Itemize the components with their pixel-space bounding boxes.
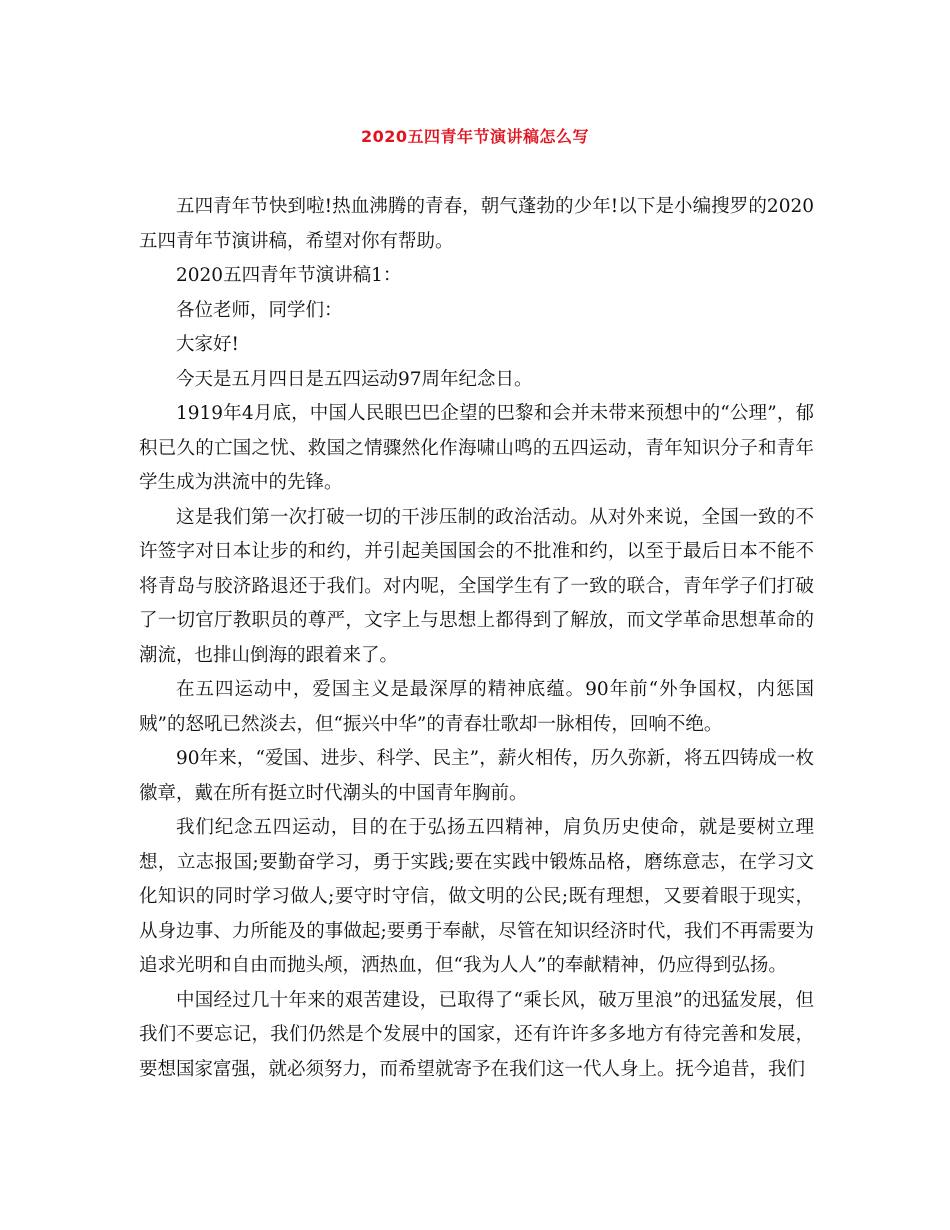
paragraph-speech-heading: 2020五四青年节演讲稿1： [176, 265, 402, 286]
paragraph-ninety-years: 90年来，“爱国、进步、科学、民主”，薪火相传，历久弥新，将五四铸成一枚徽章，戴在所有挺立时代潮头的中国青年胸前。 [139, 748, 814, 804]
paragraph-salutation: 各位老师，同学们： [176, 299, 343, 321]
paragraph-history-1919: 1919年4月底，中国人民眼巴巴企望的巴黎和会并未带来预想中的“公理”，郁积已久的亡国之忧、救国之情骤然化作海啸山鸣的五四运动，青年知识分子和青年学生成为洪流中的先锋。 [139, 403, 814, 493]
paragraph-patriotism: 在五四运动中，爱国主义是最深厚的精神底蕴。90年前“外争国权，内惩国贼”的怒吼已然淡去，但“振兴中华”的青春壮歌却一脉相传，回响不绝。 [139, 679, 814, 735]
document-body [139, 190, 814, 1087]
paragraph-anniversary: 今天是五月四日是五四运动97周年纪念日。 [176, 368, 533, 390]
paragraph-greeting: 大家好! [176, 334, 239, 355]
paragraph-commemoration: 我们纪念五四运动，目的在于弘扬五四精神，肩负历史使命，就是要树立理想，立志报国;要勤奋学习，勇于实践;要在实践中锻炼品格，磨练意志，在学习文化知识的同时学习做人;要守时守信，做文明的公民;既有理想，又要着眼于现实，从身边事、力所能及的事做起;要勇于奉献，尽管在知识经济时代，我们不再需要为追求光明和自由而抛头颅，洒热血，但“我为人人”的奉献精神，仍应得到弘扬。 [139, 817, 814, 976]
paragraph-intro: 五四青年节快到啦!热血沸腾的青春，朝气蓬勃的少年!以下是小编搜罗的2020五四青年节演讲稿，希望对你有帮助。 [139, 196, 814, 252]
paragraph-political-activity: 这是我们第一次打破一切的干涉压制的政治活动。从对外来说，全国一致的不许签字对日本让步的和约，并引起美国国会的不批准和约，以至于最后日本不能不将青岛与胶济路退还于我们。对内呢，全国学生有了一致的联合，青年学子们打破了一切官厅教职员的尊严，文字上与思想上都得到了解放，而文学革命思想革命的潮流，也排山倒海的跟着来了。 [139, 506, 814, 666]
paragraph-development: 中国经过几十年来的艰苦建设，已取得了“乘长风，破万里浪”的迅猛发展，但我们不要忘记，我们仍然是个发展中的国家，还有许许多多地方有待完善和发展，要想国家富强，就必须努力，而希望就寄予在我们这一代人身上。抚今追昔，我们 [139, 989, 814, 1080]
document-title: 2020五四青年节演讲稿怎么写 [360, 127, 590, 146]
